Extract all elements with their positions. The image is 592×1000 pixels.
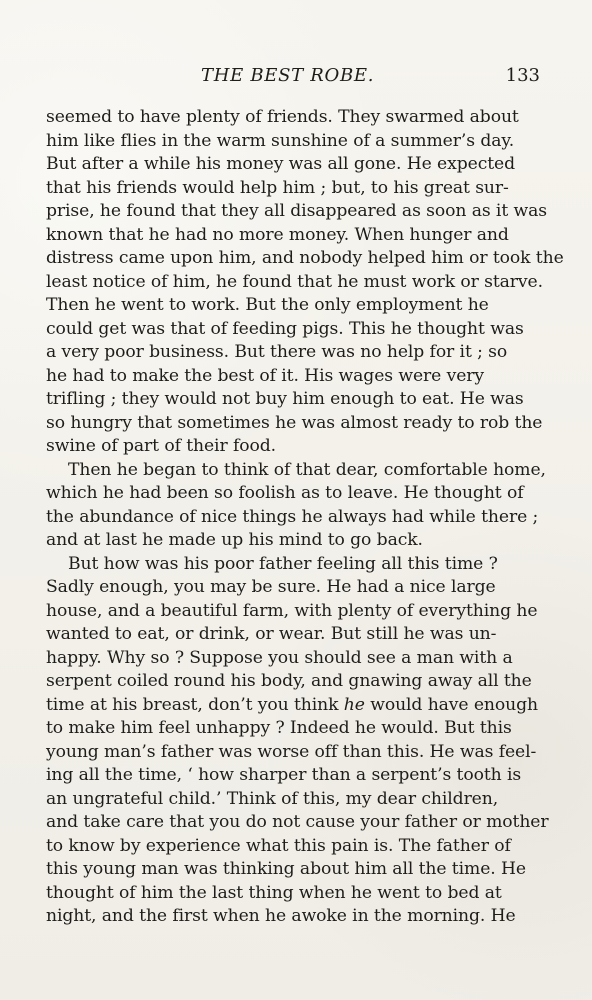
text-line: and at last he made up his mind to go back. <box>46 530 423 550</box>
text-line: trifling ; they would not buy him enough to eat. He was <box>46 389 524 409</box>
page-number: 133 <box>505 65 540 86</box>
text-line: prise, he found that they all disappeared as soon as it was <box>46 201 547 221</box>
body-text <box>46 106 564 929</box>
text-line: distress came upon him, and nobody helped him or took the <box>46 248 564 268</box>
paragraph-2 <box>46 459 546 553</box>
text-line-with-emphasis <box>46 694 540 718</box>
text-line: he had to make the best of it. His wages were very <box>46 365 485 386</box>
text-line: serpent coiled round his body, and gnawing away all the <box>46 671 532 691</box>
text-line: But after a while his money was all gone. He expected <box>46 154 516 174</box>
text-line: and take care that you do not cause your father or mother <box>46 812 549 832</box>
text-line: least notice of him, he found that he must work or starve. <box>46 271 543 292</box>
text-line: that his friends would help him ; but, to his great sur- <box>46 177 509 198</box>
running-title: THE BEST ROBE. <box>201 65 375 86</box>
page-header <box>46 64 540 88</box>
emphasized-word: he <box>343 694 365 715</box>
text-line: Then he went to work. But the only employment he <box>46 295 489 315</box>
text-line: to know by experience what this pain is. The father of <box>46 835 511 856</box>
text-line: thought of him the last thing when he went to bed at <box>46 882 502 903</box>
text-line: to make him feel unhappy ? Indeed he would. But this <box>46 718 512 738</box>
text-line: so hungry that sometimes he was almost ready to rob the <box>46 412 543 433</box>
text-line: the abundance of nice things he always had while there ; <box>46 506 539 527</box>
text-line: young man’s father was worse off than this. He was feel- <box>46 741 537 762</box>
text-line: this young man was thinking about him all the time. He <box>46 859 526 879</box>
paragraph-3 <box>46 553 549 929</box>
text-line: which he had been so foolish as to leave. He thought of <box>46 483 524 503</box>
paragraph-1 <box>46 106 564 459</box>
text-line: happy. Why so ? Suppose you should see a man with a <box>46 647 513 668</box>
text-line: ing all the time, ‘ how sharper than a serpent’s tooth is <box>46 765 522 785</box>
text-segment: would have enough <box>370 694 538 715</box>
text-line: wanted to eat, or drink, or wear. But still he was un- <box>46 624 497 644</box>
text-segment: time at his breast, don’t you think <box>46 694 339 715</box>
text-line: him like flies in the warm sunshine of a summer’s day. <box>46 130 515 151</box>
text-line: seemed to have plenty of friends. They swarmed about <box>46 107 519 127</box>
text-line: a very poor business. But there was no help for it ; so <box>46 342 508 362</box>
text-line: Then he began to think of that dear, comfortable home, <box>68 459 546 480</box>
text-line: night, and the first when he awoke in the morning. He <box>46 906 516 926</box>
text-line: house, and a beautiful farm, with plenty of everything he <box>46 600 538 621</box>
text-line: could get was that of feeding pigs. This he thought was <box>46 318 524 339</box>
text-line: an ungrateful child.’ Think of this, my dear children, <box>46 788 499 809</box>
text-line: swine of part of their food. <box>46 436 276 456</box>
text-line: But how was his poor father feeling all this time ? <box>68 553 498 574</box>
text-line: Sadly enough, you may be sure. He had a nice large <box>46 577 496 597</box>
text-line: known that he had no more money. When hunger and <box>46 224 509 245</box>
